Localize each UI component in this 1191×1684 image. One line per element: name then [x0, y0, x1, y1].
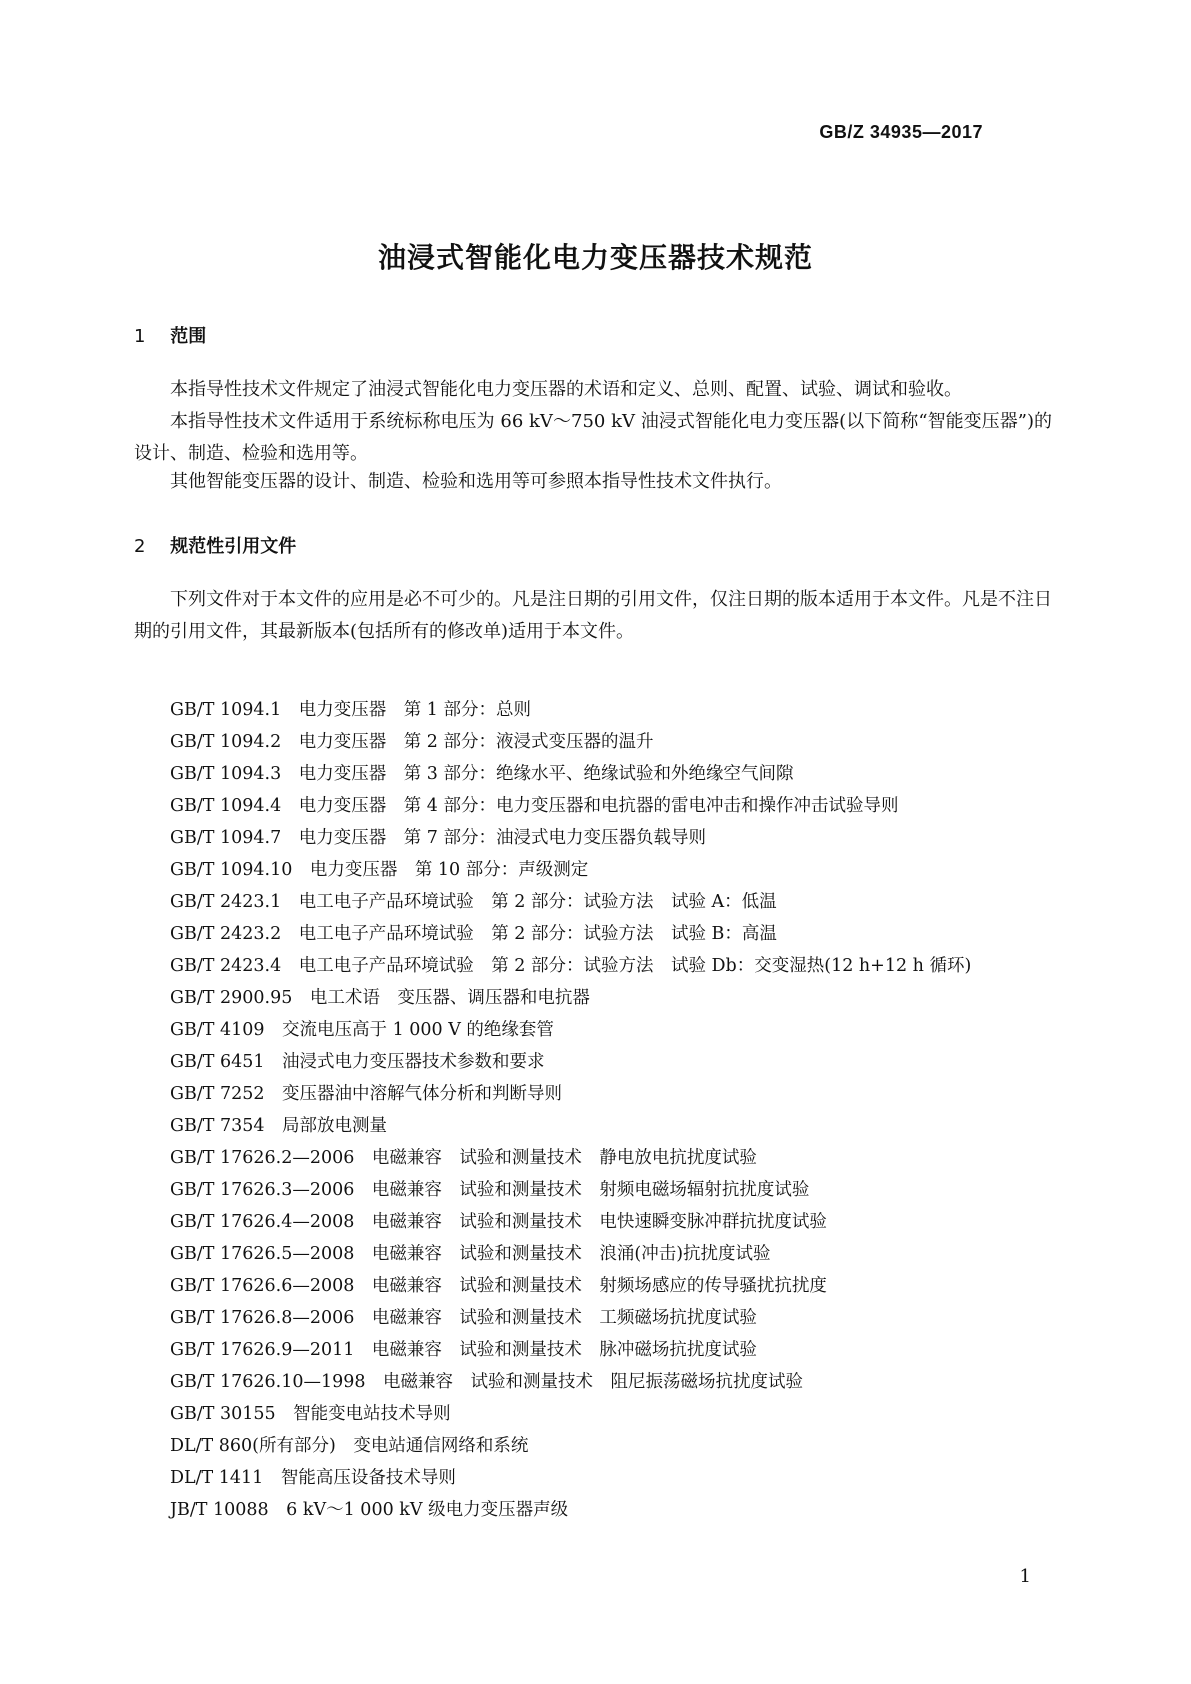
reference-item: GB/T 1094.4 电力变压器 第 4 部分：电力变压器和电抗器的雷电冲击和操作冲击试验导则 [170, 796, 899, 816]
reference-item: GB/T 1094.2 电力变压器 第 2 部分：液浸式变压器的温升 [170, 732, 654, 752]
reference-item: GB/T 2423.4 电工电子产品环境试验 第 2 部分：试验方法 试验 Db：交变湿热(12 h+12 h 循环) [170, 956, 972, 976]
reference-item: GB/T 1094.3 电力变压器 第 3 部分：绝缘水平、绝缘试验和外绝缘空气间隙 [170, 764, 794, 784]
reference-item: GB/T 2900.95 电工术语 变压器、调压器和电抗器 [170, 988, 590, 1008]
reference-item: GB/T 17626.6—2008 电磁兼容 试验和测量技术 射频场感应的传导骚扰抗扰度 [170, 1276, 827, 1296]
reference-item: GB/T 1094.1 电力变压器 第 1 部分：总则 [170, 700, 531, 720]
reference-item: GB/T 1094.10 电力变压器 第 10 部分：声级测定 [170, 860, 589, 880]
reference-item: GB/T 17626.3—2006 电磁兼容 试验和测量技术 射频电磁场辐射抗扰度试验 [170, 1180, 810, 1200]
section-2-heading [134, 532, 296, 558]
reference-item: GB/T 17626.8—2006 电磁兼容 试验和测量技术 工频磁场抗扰度试验 [170, 1308, 757, 1328]
section-1-number: 1 [134, 326, 146, 347]
reference-item: GB/T 2423.2 电工电子产品环境试验 第 2 部分：试验方法 试验 B：高温 [170, 924, 777, 944]
reference-item: GB/T 7354 局部放电测量 [170, 1116, 388, 1136]
section-1-paragraph-2: 本指导性技术文件适用于系统标称电压为 66 kV～750 kV 油浸式智能化电力变压器(以下简称“智能变压器”)的设计、制造、检验和选用等。 [134, 411, 1052, 464]
reference-list [170, 694, 971, 1526]
reference-item: GB/T 17626.2—2006 电磁兼容 试验和测量技术 静电放电抗扰度试验 [170, 1148, 757, 1168]
reference-item: GB/T 30155 智能变电站技术导则 [170, 1404, 451, 1424]
reference-item: JB/T 10088 6 kV～1 000 kV 级电力变压器声级 [170, 1500, 569, 1520]
reference-item: GB/T 6451 油浸式电力变压器技术参数和要求 [170, 1052, 545, 1072]
reference-item: DL/T 1411 智能高压设备技术导则 [170, 1468, 456, 1488]
section-2-intro: 下列文件对于本文件的应用是必不可少的。凡是注日期的引用文件，仅注日期的版本适用于本文件。凡是不注日期的引用文件，其最新版本(包括所有的修改单)适用于本文件。 [134, 589, 1052, 642]
page-number: 1 [1019, 1566, 1031, 1587]
section-2-title: 规范性引用文件 [170, 536, 297, 557]
section-1-paragraph-1: 本指导性技术文件规定了油浸式智能化电力变压器的术语和定义、总则、配置、试验、调试和验收。 [170, 379, 962, 400]
section-1-title: 范围 [170, 326, 207, 347]
reference-item: DL/T 860(所有部分) 变电站通信网络和系统 [170, 1436, 529, 1456]
section-1-heading [134, 322, 206, 348]
reference-item: GB/T 17626.10—1998 电磁兼容 试验和测量技术 阻尼振荡磁场抗扰度试验 [170, 1372, 804, 1392]
reference-item: GB/T 4109 交流电压高于 1 000 V 的绝缘套管 [170, 1020, 554, 1040]
section-2-number: 2 [134, 536, 146, 557]
reference-item: GB/T 17626.4—2008 电磁兼容 试验和测量技术 电快速瞬变脉冲群抗扰度试验 [170, 1212, 827, 1232]
document-title: 油浸式智能化电力变压器技术规范 [377, 241, 813, 274]
standard-code: GB/Z 34935—2017 [819, 122, 983, 142]
reference-item: GB/T 2423.1 电工电子产品环境试验 第 2 部分：试验方法 试验 A：低温 [170, 892, 777, 912]
reference-item: GB/T 7252 变压器油中溶解气体分析和判断导则 [170, 1084, 563, 1104]
reference-item: GB/T 1094.7 电力变压器 第 7 部分：油浸式电力变压器负载导则 [170, 828, 706, 848]
section-1-paragraph-3: 其他智能变压器的设计、制造、检验和选用等可参照本指导性技术文件执行。 [170, 471, 782, 492]
reference-item: GB/T 17626.9—2011 电磁兼容 试验和测量技术 脉冲磁场抗扰度试验 [170, 1340, 757, 1360]
reference-item: GB/T 17626.5—2008 电磁兼容 试验和测量技术 浪涌(冲击)抗扰度试验 [170, 1244, 771, 1264]
